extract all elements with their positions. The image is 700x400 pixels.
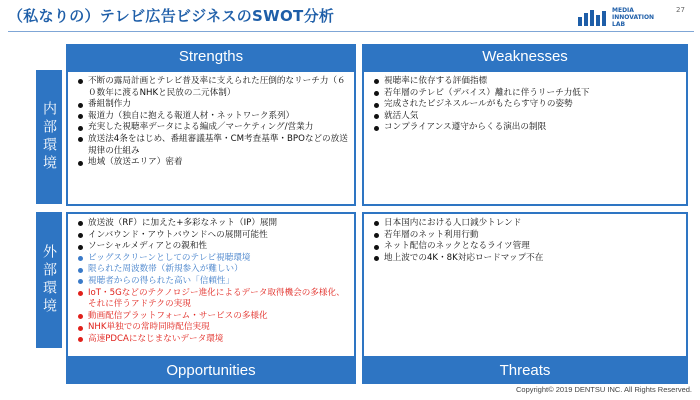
weaknesses-item: 就活人気 [372, 111, 680, 123]
weaknesses-panel [362, 70, 688, 206]
opportunities-item: ビッグスクリーンとしてのテレビ視聴環境 [76, 253, 348, 265]
strengths-item: 番組制作力 [76, 99, 348, 111]
opportunities-item: 限られた周波数帯（新規参入が難しい） [76, 264, 348, 276]
brand-text: MEDIA INNOVATION LAB [612, 7, 655, 28]
side-label-internal: 内部環境 [36, 70, 62, 204]
opportunities-header: Opportunities [66, 358, 356, 384]
strengths-item: 地域（放送エリア）密着 [76, 157, 348, 169]
opportunities-item: IoT・5Gなどのテクノロジー進化によるデータ取得機会の多様化、それに伴うアドテクの実現 [76, 288, 348, 311]
side-label-external: 外部環境 [36, 212, 62, 348]
threats-item: 日本国内における人口減少トレンド [372, 218, 680, 230]
opportunities-item: 視聴者からの得られた高い「信頼性」 [76, 276, 348, 288]
threats-header: Threats [362, 358, 688, 384]
brand-bars-icon [578, 10, 608, 26]
page-number: 27 [676, 6, 685, 14]
page-title: （私なりの）テレビ広告ビジネスのSWOT分析 [8, 7, 335, 25]
weaknesses-header: Weaknesses [362, 44, 688, 70]
opportunities-panel [66, 212, 356, 358]
weaknesses-item: 若年層のテレビ（デバイス）離れに伴うリーチ力低下 [372, 88, 680, 100]
threats-item: ネット配信のネックとなるライツ管理 [372, 241, 680, 253]
strengths-item: 充実した視聴率データによる編成／マーケティング/営業力 [76, 122, 348, 134]
weaknesses-item: 視聴率に依存する評価指標 [372, 76, 680, 88]
threats-item: 地上波での4K・8K対応ロードマップ不在 [372, 253, 680, 265]
threats-list [372, 218, 680, 264]
threats-panel [362, 212, 688, 358]
opportunities-item: ソーシャルメディアとの親和性 [76, 241, 348, 253]
brand-logo [578, 4, 694, 32]
threats-item: 若年層のネット利用行動 [372, 230, 680, 242]
strengths-item: 放送法4条をはじめ、番組審議基準・CM考査基準・BPOなどの放送規律の仕組み [76, 134, 348, 157]
strengths-item: 報道力（独自に抱える報道人材・ネットワーク系列） [76, 111, 348, 123]
opportunities-item: 動画配信プラットフォーム・サービスの多様化 [76, 311, 348, 323]
opportunities-list [76, 218, 348, 346]
opportunities-item: 放送波（RF）に加えた+多彩なネット（IP）展開 [76, 218, 348, 230]
header-divider [8, 31, 694, 32]
strengths-header: Strengths [66, 44, 356, 70]
opportunities-item: NHK単独での常時同時配信実現 [76, 322, 348, 334]
weaknesses-item: コンプライアンス遵守からくる演出の制限 [372, 122, 680, 134]
strengths-item: 不断の露局計画とテレビ普及率に支えられた圧倒的なリーチ力（６０数年に渡るNHKと民放の二元体制） [76, 76, 348, 99]
strengths-list [76, 76, 348, 169]
opportunities-item: 高速PDCAになじまないデータ環境 [76, 334, 348, 346]
opportunities-item: インバウンド・アウトバウンドへの展開可能性 [76, 230, 348, 242]
weaknesses-list [372, 76, 680, 134]
weaknesses-item: 完成されたビジネスルールがもたらす守りの姿勢 [372, 99, 680, 111]
copyright-text: Copyright© 2019 DENTSU INC. All Rights Reserved. [515, 385, 692, 394]
strengths-panel [66, 70, 356, 206]
